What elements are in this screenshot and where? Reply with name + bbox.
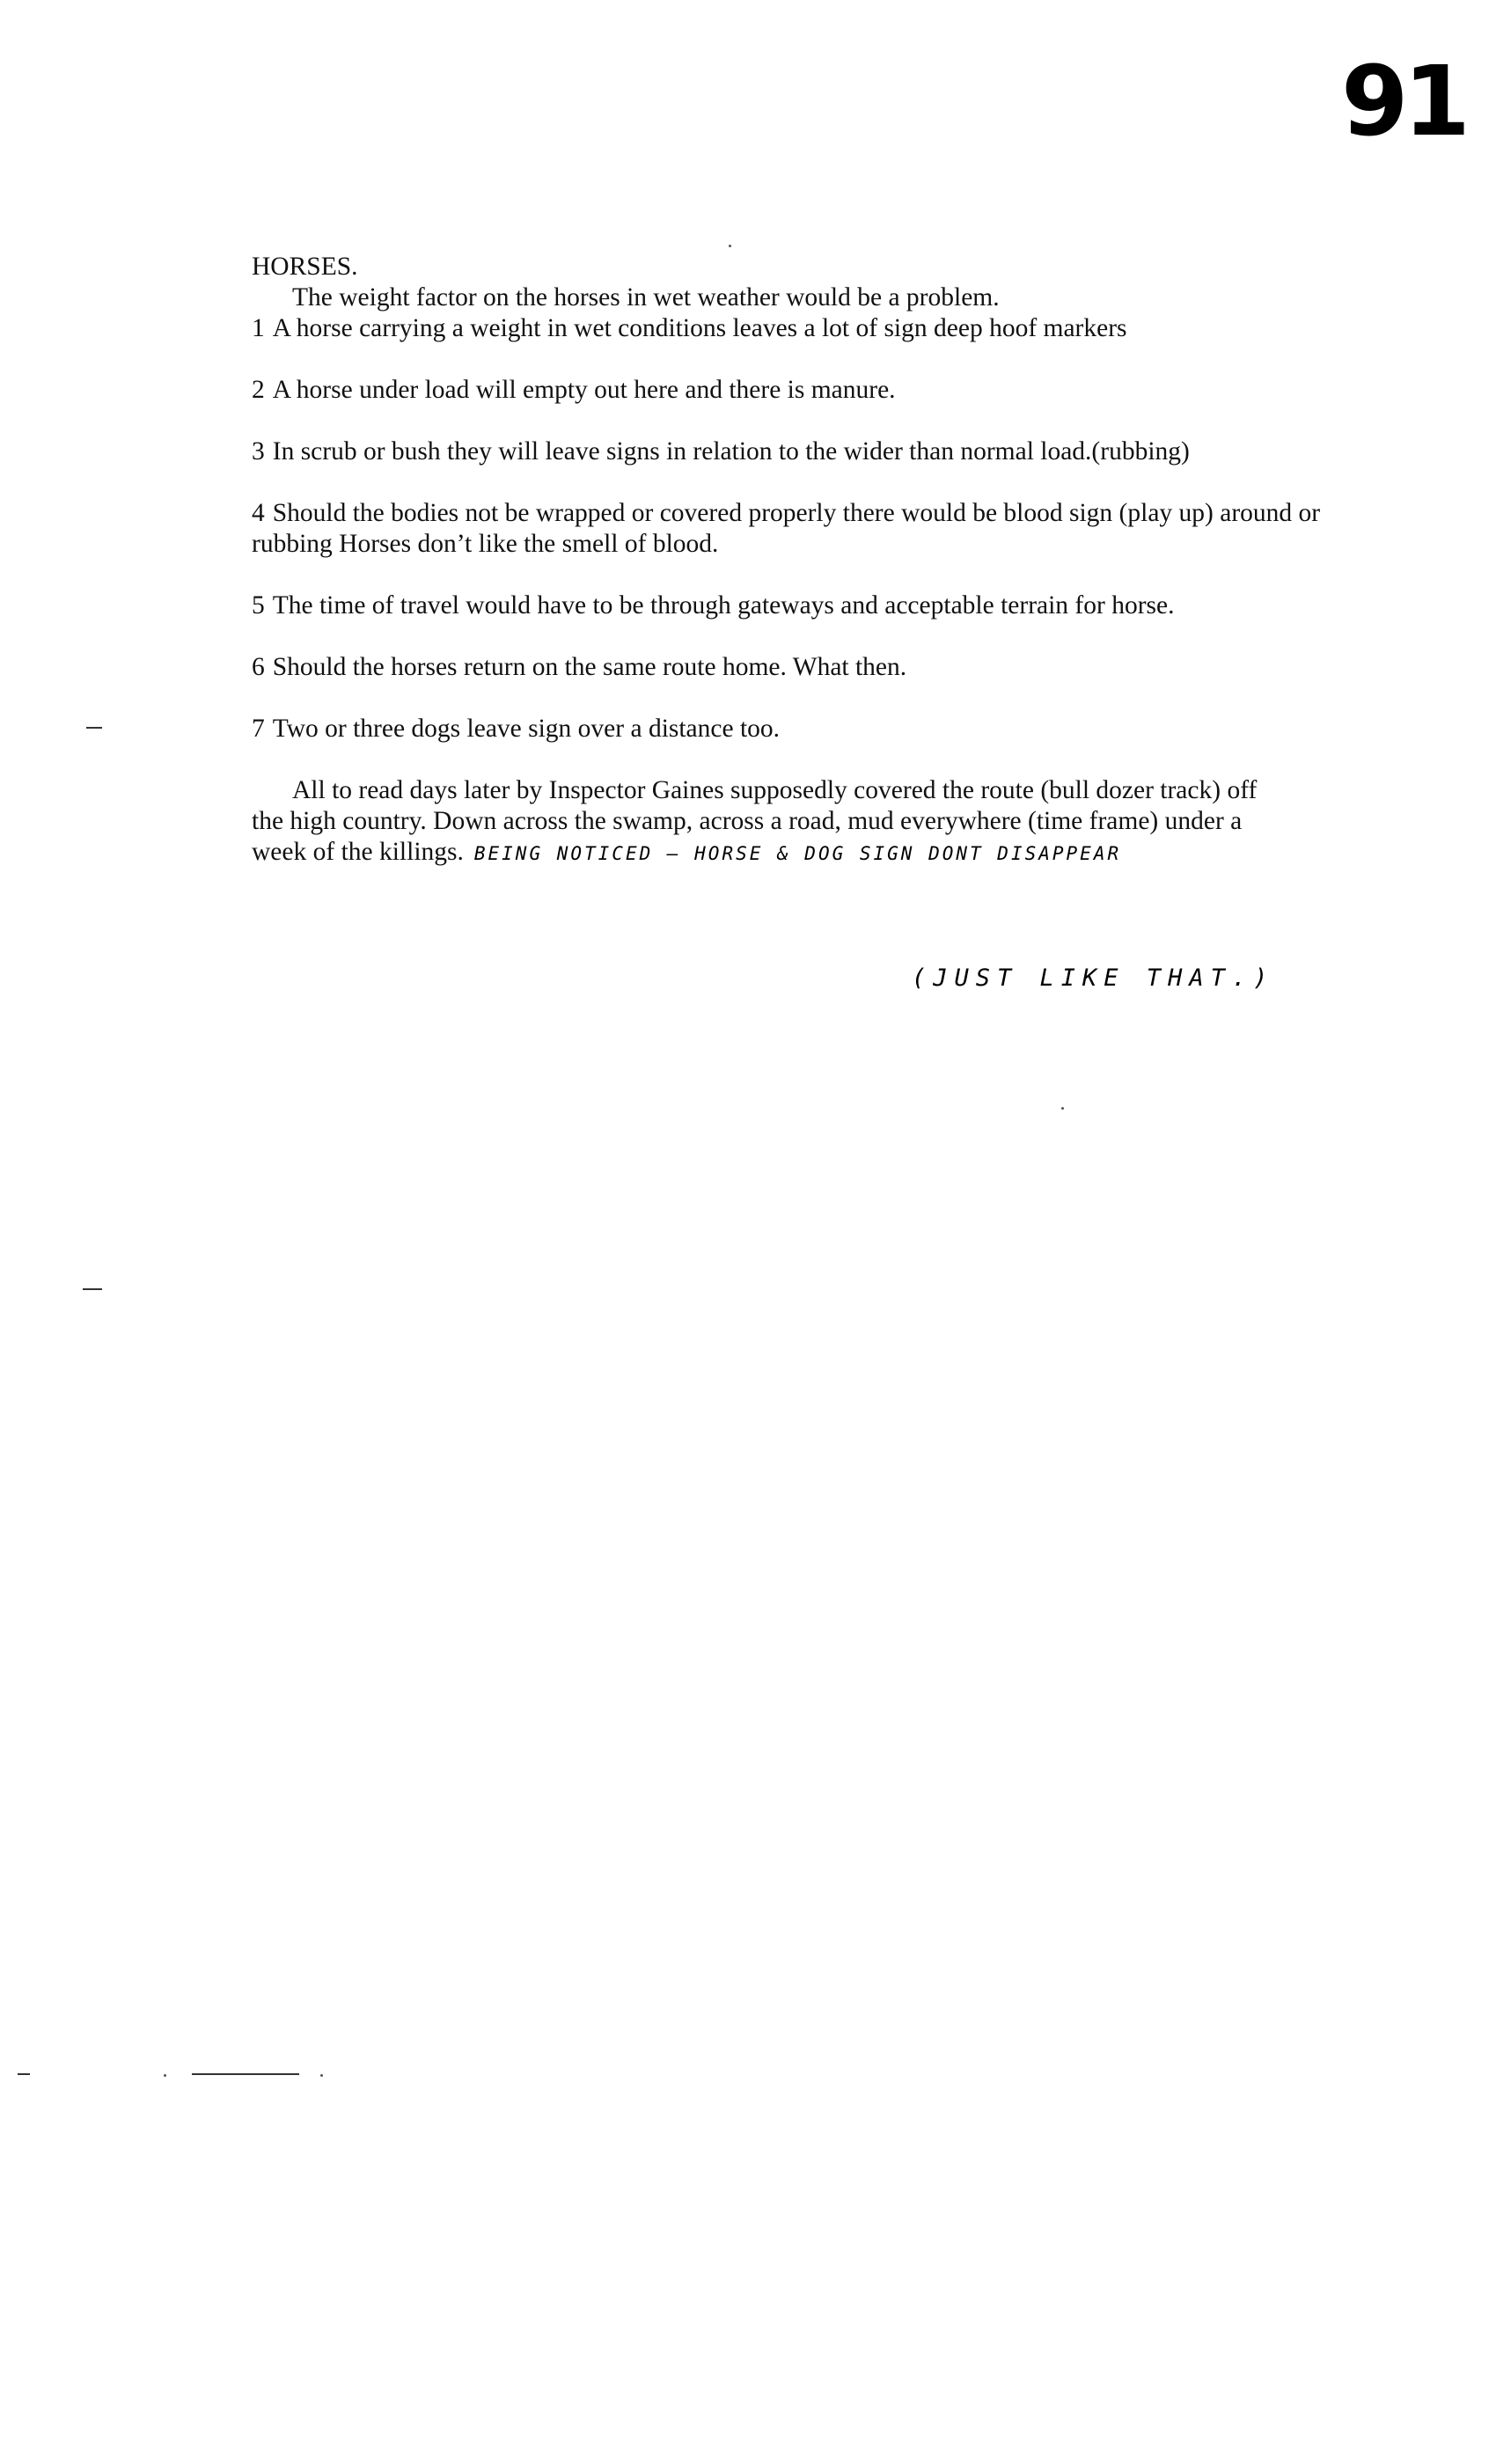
item-text: Two or three dogs leave sign over a distance too. bbox=[272, 715, 781, 743]
handwritten-note-line2: (JUST LIKE THAT.) bbox=[912, 964, 1275, 992]
list-item bbox=[252, 375, 1387, 406]
scan-speck bbox=[164, 2074, 166, 2077]
list-item bbox=[252, 714, 1387, 744]
item-number: 3 bbox=[252, 437, 265, 466]
scan-speck bbox=[1061, 1107, 1064, 1110]
list-item bbox=[252, 313, 1387, 344]
scan-speck bbox=[320, 2074, 323, 2077]
page-number: 91 bbox=[1341, 45, 1466, 158]
intro-paragraph: The weight factor on the horses in wet weather would be a problem. bbox=[292, 283, 1000, 312]
item-number: 2 bbox=[252, 376, 265, 404]
item-text: Should the bodies not be wrapped or covered properly there would be blood sign (play up) around or rubbing Horses don’t like the smell of blood. bbox=[252, 499, 1321, 558]
item-text: Should the horses return on the same route home. What then. bbox=[272, 653, 907, 681]
item-number: 6 bbox=[252, 653, 265, 681]
item-text: The time of travel would have to be through gateways and acceptable terrain for horse. bbox=[272, 591, 1175, 620]
document-body bbox=[252, 252, 1387, 896]
closing-text: All to read days later by Inspector Gaines supposedly covered the route (bull dozer track) off the high country. Down across the swamp, across a road, mud everywhere (time frame) under a week of the killings. bbox=[252, 776, 1258, 866]
list-item bbox=[252, 436, 1387, 467]
item-number: 1 bbox=[252, 314, 265, 342]
item-number: 7 bbox=[252, 715, 265, 743]
margin-mark bbox=[18, 2073, 30, 2075]
item-text: A horse carrying a weight in wet conditions leaves a lot of sign deep hoof markers bbox=[272, 314, 1127, 342]
item-number: 5 bbox=[252, 591, 265, 620]
list-item bbox=[252, 590, 1387, 621]
list-item bbox=[252, 498, 1387, 560]
item-text: A horse under load will empty out here and there is manure. bbox=[272, 376, 896, 404]
margin-mark bbox=[192, 2073, 299, 2075]
document-title: HORSES. bbox=[252, 253, 358, 281]
margin-mark bbox=[86, 727, 102, 729]
handwritten-note-line1: BEING NOTICED — HORSE & DOG SIGN DONT DISAPPEAR bbox=[473, 843, 1122, 864]
scan-speck bbox=[729, 245, 731, 247]
margin-mark bbox=[83, 1288, 102, 1290]
closing-paragraph bbox=[252, 775, 1290, 869]
item-number: 4 bbox=[252, 499, 265, 527]
item-text: In scrub or bush they will leave signs in relation to the wider than normal load.(rubbing) bbox=[272, 437, 1190, 466]
list-item bbox=[252, 652, 1387, 683]
